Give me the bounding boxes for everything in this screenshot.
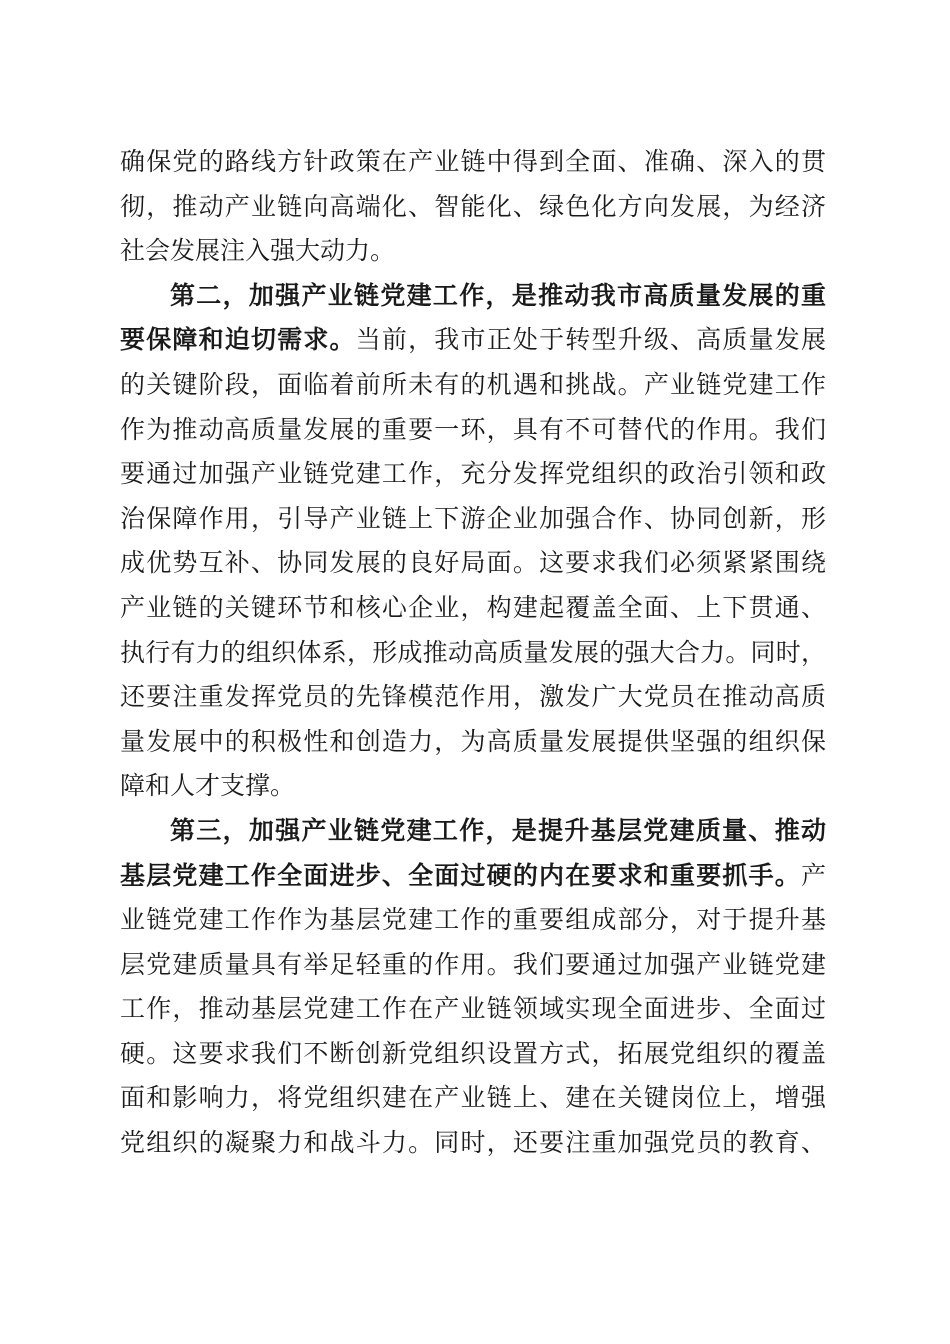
body-line: 确保党的路线方针政策在产业链中得到全面、准确、深入的贯 — [120, 147, 826, 176]
body-line: 彻，推动产业链向高端化、智能化、绿色化方向发展，为经济 — [120, 191, 826, 221]
bold-lead-text: 要保障和迫切需求。 — [120, 325, 356, 355]
body-line: 产业链的关键环节和核心企业，构建起覆盖全面、上下贯通、 — [120, 592, 826, 622]
body-line: 面和影响力，将党组织建在产业链上、建在关键岗位上，增强 — [120, 1083, 826, 1113]
body-text: 产 — [800, 860, 826, 890]
body-line: 还要注重发挥党员的先锋模范作用，激发广大党员在推动高质 — [120, 682, 826, 712]
body-line: 障和人才支撑。 — [120, 771, 296, 801]
body-line: 层党建质量具有举足轻重的作用。我们要通过加强产业链党建 — [120, 949, 826, 979]
paragraph-lead-line: 第三，加强产业链党建工作，是提升基层党建质量、推动 — [170, 815, 826, 845]
body-line — [120, 854, 826, 899]
body-line: 业链党建工作作为基层党建工作的重要组成部分，对于提升基 — [120, 905, 826, 935]
document-body — [120, 140, 826, 1166]
body-line: 要通过加强产业链党建工作，充分发挥党组织的政治引领和政 — [120, 459, 826, 489]
body-line: 成优势互补、协同发展的良好局面。这要求我们必须紧紧围绕 — [120, 548, 826, 578]
body-line: 硬。这要求我们不断创新党组织设置方式，拓展党组织的覆盖 — [120, 1038, 826, 1068]
body-line: 作为推动高质量发展的重要一环，具有不可替代的作用。我们 — [120, 414, 826, 444]
body-line: 工作，推动基层党建工作在产业链领域实现全面进步、全面过 — [120, 994, 826, 1024]
bold-lead-text: 基层党建工作全面进步、全面过硬的内在要求和重要抓手。 — [120, 860, 801, 890]
body-line: 的关键阶段，面临着前所未有的机遇和挑战。产业链党建工作 — [120, 369, 826, 399]
body-text: 当前，我市正处于转型升级、高质量发展 — [355, 325, 826, 355]
body-line: 社会发展注入强大动力。 — [120, 236, 396, 266]
body-line: 执行有力的组织体系，形成推动高质量发展的强大合力。同时， — [120, 637, 826, 667]
body-line: 党组织的凝聚力和战斗力。同时，还要注重加强党员的教育、 — [120, 1128, 826, 1158]
body-line — [120, 318, 826, 363]
paragraph-lead-line: 第二，加强产业链党建工作，是推动我市高质量发展的重 — [170, 280, 826, 310]
body-line: 治保障作用，引导产业链上下游企业加强合作、协同创新，形 — [120, 503, 826, 533]
body-line: 量发展中的积极性和创造力，为高质量发展提供坚强的组织保 — [120, 726, 826, 756]
